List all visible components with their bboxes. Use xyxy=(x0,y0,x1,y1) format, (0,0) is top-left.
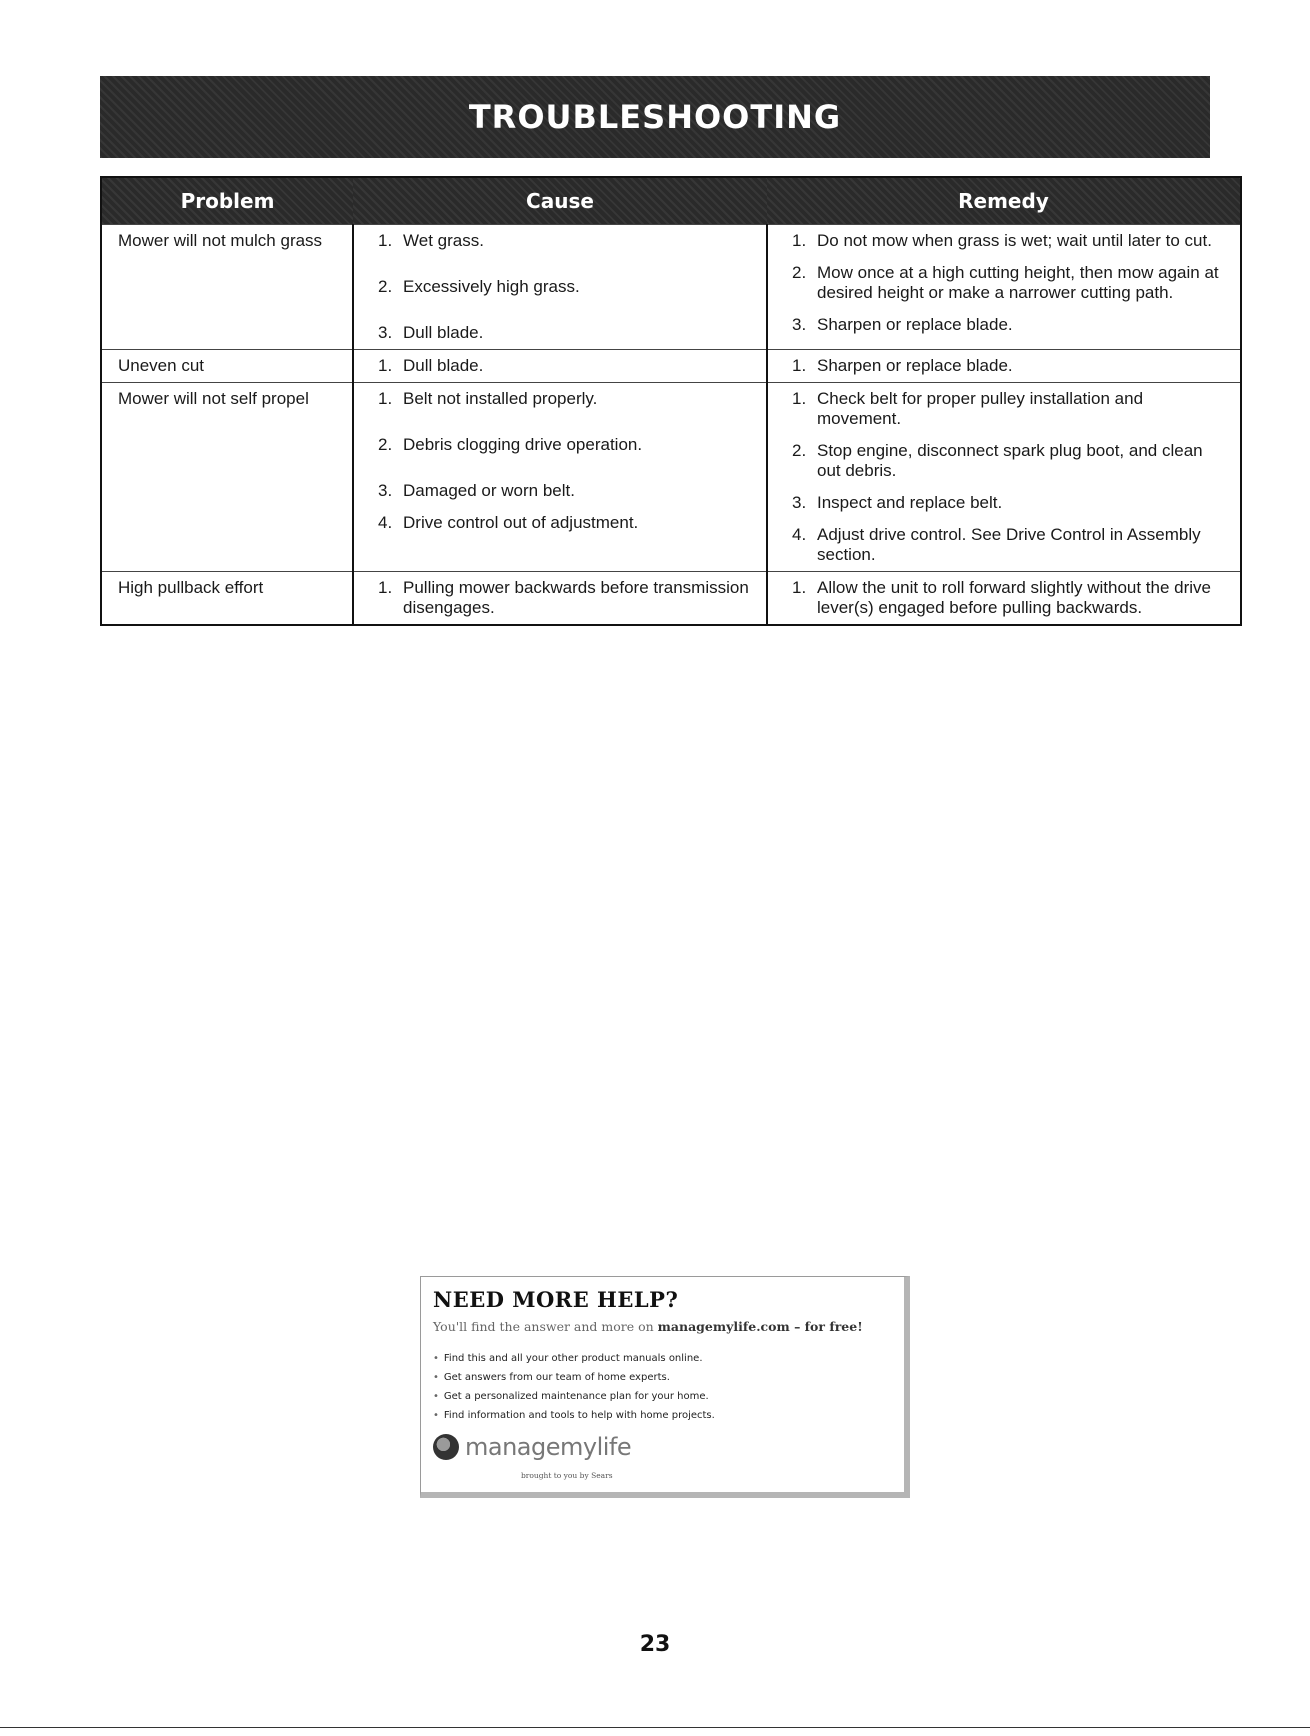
remedy-item xyxy=(768,315,1240,335)
bottom-divider xyxy=(0,1727,1310,1728)
page-number: 23 xyxy=(639,1632,671,1657)
table-row xyxy=(101,572,1241,626)
page-title: TROUBLESHOOTING xyxy=(468,98,842,136)
cause-cell xyxy=(353,225,767,350)
remedy-item xyxy=(768,231,1240,251)
remedy-cell xyxy=(767,350,1241,383)
cause-text: Wet grass. xyxy=(403,231,484,250)
problem-cell: High pullback effort xyxy=(101,572,353,626)
remedy-cell xyxy=(767,225,1241,350)
cause-text: Dull blade. xyxy=(403,356,484,375)
managemylife-logo xyxy=(433,1433,631,1461)
cause-number: 1. xyxy=(378,231,393,250)
remedy-number: 1. xyxy=(792,389,807,408)
remedy-number: 2. xyxy=(792,263,807,282)
remedy-text: Sharpen or replace blade. xyxy=(817,356,1013,375)
cause-text: Excessively high grass. xyxy=(403,277,580,296)
help-advertisement xyxy=(420,1276,910,1498)
help-title: NEED MORE HELP? xyxy=(433,1287,679,1312)
cause-text: Debris clogging drive operation. xyxy=(403,435,643,454)
help-bullet: • Find this and all your other product manuals online. xyxy=(433,1349,715,1368)
cause-text: Pulling mower backwards before transmission disengages. xyxy=(403,578,749,617)
table-row xyxy=(101,350,1241,383)
logo-circle-icon xyxy=(433,1434,459,1460)
remedy-text: Stop engine, disconnect spark plug boot, and clean out debris. xyxy=(817,441,1203,480)
remedy-text: Check belt for proper pulley installation and movement. xyxy=(817,389,1144,428)
cause-item xyxy=(354,356,766,376)
remedy-number: 1. xyxy=(792,231,807,250)
help-website-link[interactable]: managemylife.com – for free! xyxy=(657,1319,863,1334)
logo-text: managemylife xyxy=(465,1433,632,1461)
help-bullet: • Get a personalized maintenance plan for your home. xyxy=(433,1387,715,1406)
remedy-text: Inspect and replace belt. xyxy=(817,493,1003,512)
help-bullet: • Get answers from our team of home experts. xyxy=(433,1368,715,1387)
help-subtitle xyxy=(433,1319,863,1334)
cause-item xyxy=(354,513,766,533)
help-subtitle-text: You'll find the answer and more on xyxy=(433,1319,658,1334)
header-problem: Problem xyxy=(101,177,353,225)
remedy-item xyxy=(768,441,1240,481)
remedy-text: Sharpen or replace blade. xyxy=(817,315,1013,334)
remedy-item xyxy=(768,356,1240,376)
cause-cell xyxy=(353,383,767,572)
cause-item xyxy=(354,323,766,343)
cause-text: Drive control out of adjustment. xyxy=(403,513,639,532)
cause-text: Dull blade. xyxy=(403,323,484,342)
header-remedy: Remedy xyxy=(767,177,1241,225)
table-row xyxy=(101,225,1241,350)
cause-number: 4. xyxy=(378,513,393,532)
cause-item xyxy=(354,231,766,251)
remedy-number: 3. xyxy=(792,315,807,334)
remedy-item xyxy=(768,389,1240,429)
remedy-number: 2. xyxy=(792,441,807,460)
cause-number: 3. xyxy=(378,323,393,342)
help-bullet-list xyxy=(433,1349,715,1425)
remedy-text: Mow once at a high cutting height, then mow again at desired height or make a narrower cutting path. xyxy=(817,263,1219,302)
cause-item xyxy=(354,435,766,455)
header-cause: Cause xyxy=(353,177,767,225)
remedy-number: 4. xyxy=(792,525,807,544)
cause-item xyxy=(354,578,766,618)
table-header-row xyxy=(101,177,1241,225)
problem-cell: Mower will not self propel xyxy=(101,383,353,572)
remedy-text: Allow the unit to roll forward slightly without the drive lever(s) engaged before pulling backwards. xyxy=(817,578,1212,617)
troubleshooting-table xyxy=(100,176,1242,626)
remedy-item xyxy=(768,263,1240,303)
cause-number: 3. xyxy=(378,481,393,500)
cause-item xyxy=(354,277,766,297)
table-row xyxy=(101,383,1241,572)
cause-item xyxy=(354,481,766,501)
remedy-item xyxy=(768,525,1240,565)
remedy-cell xyxy=(767,383,1241,572)
cause-item xyxy=(354,389,766,409)
remedy-text: Do not mow when grass is wet; wait until later to cut. xyxy=(817,231,1212,250)
remedy-number: 1. xyxy=(792,578,807,597)
remedy-cell xyxy=(767,572,1241,626)
brought-by-text: brought to you by Sears xyxy=(521,1471,613,1480)
problem-cell: Mower will not mulch grass xyxy=(101,225,353,350)
remedy-text: Adjust drive control. See Drive Control in Assembly section. xyxy=(817,525,1201,564)
cause-number: 1. xyxy=(378,356,393,375)
cause-number: 1. xyxy=(378,578,393,597)
remedy-item xyxy=(768,578,1240,618)
title-banner xyxy=(100,76,1210,158)
cause-cell xyxy=(353,572,767,626)
cause-text: Damaged or worn belt. xyxy=(403,481,575,500)
remedy-number: 3. xyxy=(792,493,807,512)
cause-number: 2. xyxy=(378,277,393,296)
problem-cell: Uneven cut xyxy=(101,350,353,383)
remedy-item xyxy=(768,493,1240,513)
remedy-number: 1. xyxy=(792,356,807,375)
cause-number: 1. xyxy=(378,389,393,408)
cause-text: Belt not installed properly. xyxy=(403,389,598,408)
help-bullet: • Find information and tools to help with home projects. xyxy=(433,1406,715,1425)
cause-cell xyxy=(353,350,767,383)
cause-number: 2. xyxy=(378,435,393,454)
